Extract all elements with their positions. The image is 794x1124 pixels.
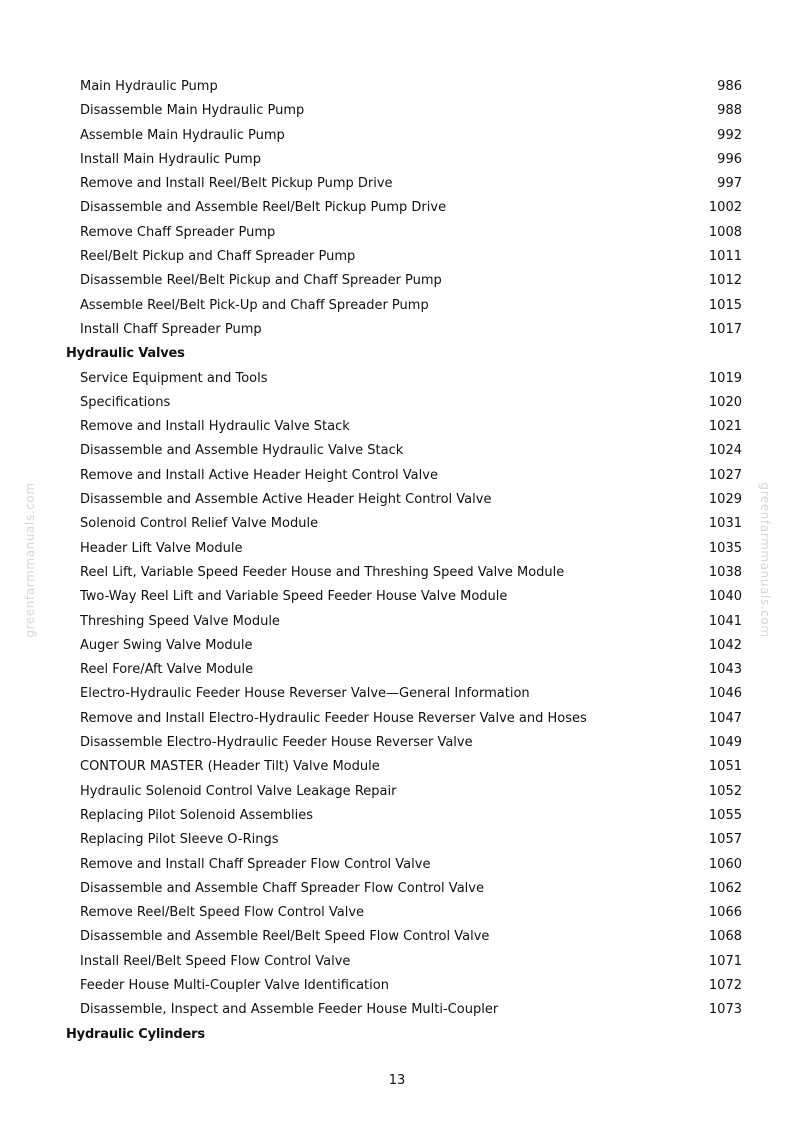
toc-entry-title[interactable]: Replacing Pilot Sleeve O-Rings [80, 832, 279, 848]
toc-entry-title[interactable]: Electro-Hydraulic Feeder House Reverser Valve—General Information [80, 686, 530, 702]
toc-entry-title[interactable]: Disassemble and Assemble Chaff Spreader Flow Control Valve [80, 880, 484, 896]
toc-entry-page[interactable]: 1072 [708, 977, 742, 993]
toc-entry[interactable] [0, 75, 794, 99]
toc-entry[interactable] [0, 221, 794, 245]
toc-entry-title[interactable]: Solenoid Control Relief Valve Module [80, 516, 319, 532]
toc-entry[interactable] [0, 245, 794, 269]
toc-entry-page[interactable]: 1027 [708, 467, 742, 483]
toc-entry-title[interactable]: Reel Lift, Variable Speed Feeder House and Threshing Speed Valve Module [80, 564, 565, 580]
toc-entry[interactable] [0, 804, 794, 828]
toc-entry[interactable] [0, 731, 794, 755]
toc-entry-page[interactable]: 1038 [708, 564, 742, 580]
toc-entry[interactable] [0, 269, 794, 293]
toc-entry[interactable] [0, 634, 794, 658]
toc-entry-page[interactable]: 1049 [708, 735, 742, 751]
toc-entry-title[interactable]: Install Chaff Spreader Pump [80, 321, 262, 337]
toc-entry-page[interactable]: 1043 [708, 662, 742, 678]
toc-entry[interactable] [0, 391, 794, 415]
toc-entry[interactable] [0, 901, 794, 925]
toc-entry-page[interactable]: 1066 [708, 905, 742, 921]
toc-entry-title[interactable]: Reel/Belt Pickup and Chaff Spreader Pump [80, 249, 356, 265]
toc-entry-page[interactable]: 1019 [708, 370, 742, 386]
toc-entry-title[interactable]: Two-Way Reel Lift and Variable Speed Feeder House Valve Module [80, 589, 508, 605]
toc-entry-title[interactable]: Replacing Pilot Solenoid Assemblies [80, 807, 313, 823]
toc-entry[interactable] [0, 950, 794, 974]
toc-entry-title[interactable]: Header Lift Valve Module [80, 540, 243, 556]
toc-entry-title[interactable]: CONTOUR MASTER (Header Tilt) Valve Module [80, 759, 380, 775]
toc-entry-title[interactable]: Remove and Install Reel/Belt Pickup Pump Drive [80, 176, 393, 192]
toc-entry-title[interactable]: Assemble Reel/Belt Pick-Up and Chaff Spreader Pump [80, 297, 429, 313]
toc-entry[interactable] [0, 682, 794, 706]
toc-entry-page[interactable]: 1021 [708, 419, 742, 435]
toc-entry[interactable] [0, 464, 794, 488]
toc-entry[interactable] [0, 148, 794, 172]
toc-entry[interactable] [0, 610, 794, 634]
toc-entry-page[interactable]: 1068 [708, 929, 742, 945]
toc-entry[interactable] [0, 367, 794, 391]
toc-entry[interactable] [0, 974, 794, 998]
toc-entry-title[interactable]: Specifications [80, 394, 171, 410]
toc-entry-page[interactable]: 1051 [708, 759, 742, 775]
toc-entry-page[interactable]: 1041 [708, 613, 742, 629]
toc-entry-page[interactable]: 1029 [708, 492, 742, 508]
toc-entry[interactable] [0, 585, 794, 609]
toc-entry-page[interactable]: 1035 [708, 540, 742, 556]
toc-entry[interactable] [0, 318, 794, 342]
toc-entry[interactable] [0, 853, 794, 877]
toc-entry-title[interactable]: Service Equipment and Tools [80, 370, 268, 386]
toc-entry-title[interactable]: Disassemble Electro-Hydraulic Feeder House Reverser Valve [80, 735, 473, 751]
toc-entry-page[interactable]: 1031 [708, 516, 742, 532]
toc-entry-page[interactable]: 1042 [708, 637, 742, 653]
toc-entry-page[interactable]: 1011 [708, 249, 742, 265]
toc-entry[interactable] [0, 537, 794, 561]
toc-entry-title[interactable]: Disassemble and Assemble Reel/Belt Pickup Pump Drive [80, 200, 447, 216]
page-number: 13 [388, 1073, 406, 1088]
table-of-contents [0, 75, 794, 1047]
toc-entry-title[interactable]: Disassemble and Assemble Hydraulic Valve Stack [80, 443, 404, 459]
toc-entry-page[interactable]: 1015 [708, 297, 742, 313]
toc-entry[interactable] [0, 99, 794, 123]
toc-entry[interactable] [0, 172, 794, 196]
toc-entry-page[interactable]: 1002 [708, 200, 742, 216]
toc-entry-page[interactable]: 1055 [708, 807, 742, 823]
toc-entry-title[interactable]: Install Main Hydraulic Pump [80, 151, 261, 167]
section-heading [0, 342, 794, 366]
toc-entry-page[interactable]: 1047 [708, 710, 742, 726]
toc-entry-title[interactable]: Reel Fore/Aft Valve Module [80, 662, 254, 678]
toc-entry-title[interactable]: Remove Reel/Belt Speed Flow Control Valve [80, 905, 365, 921]
toc-entry[interactable] [0, 877, 794, 901]
toc-entry-title[interactable]: Feeder House Multi-Coupler Valve Identification [80, 977, 389, 993]
section-title: Hydraulic Valves [66, 346, 185, 362]
toc-entry-page[interactable]: 1052 [708, 783, 742, 799]
toc-entry-title[interactable]: Remove and Install Chaff Spreader Flow Control Valve [80, 856, 431, 872]
toc-entry[interactable] [0, 124, 794, 148]
watermark-right: greenfarmmanuals.com [758, 482, 772, 638]
toc-entry-page[interactable]: 1057 [708, 832, 742, 848]
toc-entry-title[interactable]: Disassemble and Assemble Active Header Height Control Valve [80, 492, 492, 508]
toc-entry[interactable] [0, 415, 794, 439]
toc-entry-title[interactable]: Install Reel/Belt Speed Flow Control Valve [80, 953, 351, 969]
toc-entry[interactable] [0, 294, 794, 318]
watermark-left: greenfarmmanuals.com [23, 482, 37, 638]
section-heading [0, 1023, 794, 1047]
toc-entry[interactable] [0, 755, 794, 779]
toc-entry-page[interactable]: 1040 [708, 589, 742, 605]
toc-entry[interactable] [0, 707, 794, 731]
toc-entry-title[interactable]: Assemble Main Hydraulic Pump [80, 127, 285, 143]
toc-entry-title[interactable]: Main Hydraulic Pump [80, 79, 218, 94]
toc-entry[interactable] [0, 561, 794, 585]
toc-entry-title[interactable]: Remove and Install Electro-Hydraulic Feeder House Reverser Valve and Hoses [80, 710, 587, 726]
toc-entry[interactable] [0, 488, 794, 512]
toc-entry-title[interactable]: Disassemble Reel/Belt Pickup and Chaff Spreader Pump [80, 273, 442, 289]
toc-entry-page[interactable]: 1073 [708, 1002, 742, 1018]
toc-entry[interactable] [0, 828, 794, 852]
toc-entry-page[interactable]: 988 [717, 103, 742, 119]
toc-entry-title[interactable]: Disassemble and Assemble Reel/Belt Speed Flow Control Valve [80, 929, 490, 945]
toc-entry-title[interactable]: Auger Swing Valve Module [80, 637, 253, 653]
toc-entry-page[interactable]: 1020 [708, 394, 742, 410]
toc-entry-title[interactable]: Threshing Speed Valve Module [80, 613, 280, 629]
toc-entry-title[interactable]: Remove and Install Hydraulic Valve Stack [80, 419, 350, 435]
toc-entry[interactable] [0, 925, 794, 949]
toc-entry[interactable] [0, 658, 794, 682]
toc-entry-title[interactable]: Remove and Install Active Header Height Control Valve [80, 467, 438, 483]
toc-entry-page[interactable]: 997 [717, 176, 742, 192]
toc-entry-title[interactable]: Disassemble, Inspect and Assemble Feeder House Multi-Coupler [80, 1002, 499, 1018]
toc-entry-page[interactable]: 1017 [708, 321, 742, 337]
toc-entry-title[interactable]: Remove Chaff Spreader Pump [80, 224, 276, 240]
toc-entry-page[interactable]: 992 [717, 127, 742, 143]
toc-entry[interactable] [0, 512, 794, 536]
toc-entry[interactable] [0, 439, 794, 463]
toc-entry-page[interactable]: 1071 [708, 953, 742, 969]
toc-entry-page[interactable]: 1024 [708, 443, 742, 459]
toc-entry-page[interactable]: 996 [717, 151, 742, 167]
toc-entry-page[interactable]: 1012 [708, 273, 742, 289]
toc-entry[interactable] [0, 998, 794, 1022]
toc-entry-page[interactable]: 1062 [708, 880, 742, 896]
toc-entry-page[interactable]: 1060 [708, 856, 742, 872]
section-title: Hydraulic Cylinders [66, 1026, 205, 1042]
toc-entry-title[interactable]: Hydraulic Solenoid Control Valve Leakage Repair [80, 783, 397, 799]
toc-entry-page[interactable]: 1008 [708, 224, 742, 240]
toc-entry[interactable] [0, 780, 794, 804]
toc-entry-page[interactable]: 1046 [708, 686, 742, 702]
toc-entry[interactable] [0, 196, 794, 220]
toc-entry-page[interactable]: 986 [717, 79, 742, 94]
toc-entry-title[interactable]: Disassemble Main Hydraulic Pump [80, 103, 305, 119]
